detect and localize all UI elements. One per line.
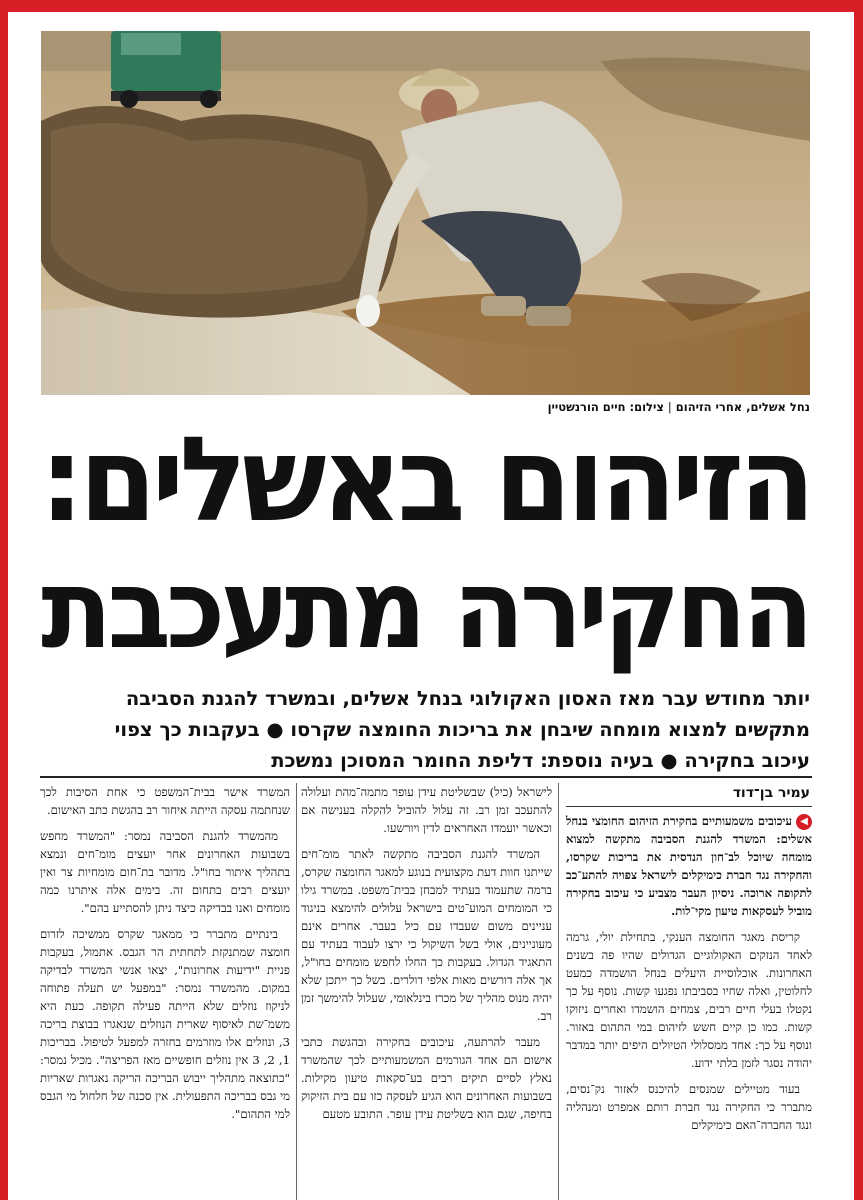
column-divider: [558, 783, 559, 1200]
byline-divider: [566, 806, 812, 807]
subhead-line-3: [40, 745, 810, 776]
article-lead: [566, 812, 812, 920]
subhead-line-3-tail: בעיה נוספת: דליפת החומר המסוכן נמשכת: [271, 749, 654, 772]
article-paragraph: המשרד אישר בבית־המשפט כי אחת הסיבות לכך שנחתמה עסקה הייתה איחור רב בהגשת כתב האישום.: [40, 785, 290, 817]
article-column-3: [40, 783, 290, 1123]
bullet-icon: ●: [266, 718, 284, 741]
headline-line-1: הזיהום באשלים:: [39, 412, 811, 549]
article-column-1: [566, 812, 812, 1134]
article-lead-text: עיכובים משמעותיים בחקירת הזיהום החומצי בנחל אשלים: המשרד להגנת הסביבה מתקשה למצוא מומחה שיוכל לב־חון הנדסית את בריכות שקרסו, והחקירה נגד חברת כימיקלים לישראל צפויה להתע־כב לתקופה ארוכה. ניסיון העבר מצביע כי עיכוב בחקירה מוביל לעסקאות טיעון מקי־לות.: [566, 814, 812, 918]
article-paragraph: לישראל (כיל) שבשליטת עידן עופר מתמה־מהת ועלולה להתעכב זמן רב. זה עלול להוביל להקלה בענישה אם וכאשר יועמדו האחראים לדין ויורשעו.: [301, 785, 552, 835]
article-paragraph: בעוד מטיילים שמנסים להיכנס לאזור נק־נסים, מתברר כי החקירה נגד חברת רותם אמפרט ומנהליה ונגד החברה־האם כימיקלים: [566, 1082, 812, 1132]
headline: [30, 412, 820, 674]
caption-separator: |: [667, 400, 672, 414]
subhead-line-3-text: עיכוב בחקירה: [684, 749, 810, 772]
truck-illustration: [111, 31, 221, 108]
article-paragraph: מהמשרד להגנת הסביבה נמסר: "המשרד מחפש בשבועות האחרונים אחר יועצים מומ־חים ונמצא בתהליך איתור בחו"ל. מדובר בת־חום מומחיות צר ואין יועצים רבים בתחום זה. בימים אלה איתרנו כמה מומחים ואנו בבדיקה כיצד ניתן להסתייע בהם".: [40, 829, 290, 915]
article-paragraph: המשרד להגנת הסביבה מתקשה לאתר מומ־חים שייתנו חוות דעת מקצועית בנוגע למאגר החומצה שקרס, ברמה שתעמוד בעתיד למבחן בבית־משפט. במשרד גילו כי המומחים המוע־טים בישראל עלולים להימצא בניגוד עניינים משום שעבדו עם כיל בעבר. אחרים אינם מעוניינים, אולי בשל השיקול כי ירצו לעבוד בעתיד עם התאגיד הגדול. בעקבות כך החלו לחפש מומחים בחו"ל, אך אלה דורשים מאות אלפי דולרים. בשל כך ייתכן שלא יהיה מנוס מהליך של מכרז בינלאומי, שעלול להימשך זמן רב.: [301, 847, 552, 1023]
subhead-line-2-tail: בעקבות כך צפוי: [114, 718, 260, 741]
column-divider: [296, 783, 297, 1200]
article-paragraph: קריסת מאגר החומצה הענקי, בתחילת יולי, גרמה לאחד הנזקים האקולוגיים הגדולים שהיו פה בשנים האחרונות. אוכלוסיית היעלים בנחל הושמדה כמעט לחלוטין, ואלה שחיו בסביבתו נפגעו קשות. נוסף על כך נקטלו בעלי חיים רבים, צמחים הושמדו ואחרים ניזוקו קשות. כמו כן קיים חשש לזיהום במי התהום באזור. ונוסף על כך: אחד ממסלולי הטיולים היפים יותר במדבר יהודה נסגר לזמן בלתי ידוע.: [566, 930, 812, 1070]
subhead-line-2: [40, 714, 810, 745]
bullet-icon: ●: [660, 749, 678, 772]
byline: עמיר בן־דוד: [732, 785, 810, 801]
divider: [40, 776, 812, 778]
arrow-icon: ◀: [796, 814, 812, 830]
news-photo: [41, 31, 810, 395]
subheadline: [40, 683, 810, 776]
article-paragraph: בינתיים מתברר כי ממאגר שקרס ממשיכה לזרום חומצה שמתנקזת לתחתית הר הגבס. אתמול, בעקבות פניית "ידיעות אחרונות", יצאו אנשי המשרד לבדיקה במקום. מהמשרד נמסר: "במפעל יש תעלה פתוחה לניקוז נוזלים שלא הייתה פעילה תקופה. כעת היא משמ־שת לאיסוף שארית הנוזלים שנאגרו בבוצת בריכה 3, ונוזלים אלו מוזרמים בחזרה למפעל לטיפול. בבריכות 1, 2, 3 אין נוזלים חופשיים מאז הפריצה". מכיל נמסר: "כתוצאה מתהליך ייבוש הבריכה הריקה נאגרות שאריות מי גבס בבריכה התפעולית. אין סכנה של חלחול מי הגבס למי התהום".: [40, 927, 290, 1121]
caption-place: נחל אשלים, אחרי הזיהום: [675, 400, 810, 414]
article-paragraph: מעבר להרתעה, עיכובים בחקירה ובהגשת כתבי אישום הם אחד הגורמים המשמעותיים לכך שהמשרד נאלץ לסיים תיקים רבים בע־סקאות טיעון מקילות. בשבועות האחרונים הוא הגיע לעסקה כזו עם בית הזיקוק בחיפה, שגם הוא בשליטת עידן עופר. התובע מטעם: [301, 1035, 552, 1121]
subhead-line-2-text: מתקשים למצוא מומחה שיבחן את בריכות החומצה שקרסו: [290, 718, 810, 741]
subhead-line-1: יותר מחודש עבר מאז האסון האקולוגי בנחל אשלים, ובמשרד להגנת הסביבה: [125, 687, 810, 710]
caption-credit: צילום: חיים הורנשטיין: [547, 400, 664, 414]
headline-line-2: החקירה מתעכבת: [41, 544, 809, 674]
article-column-2: [301, 783, 552, 1123]
